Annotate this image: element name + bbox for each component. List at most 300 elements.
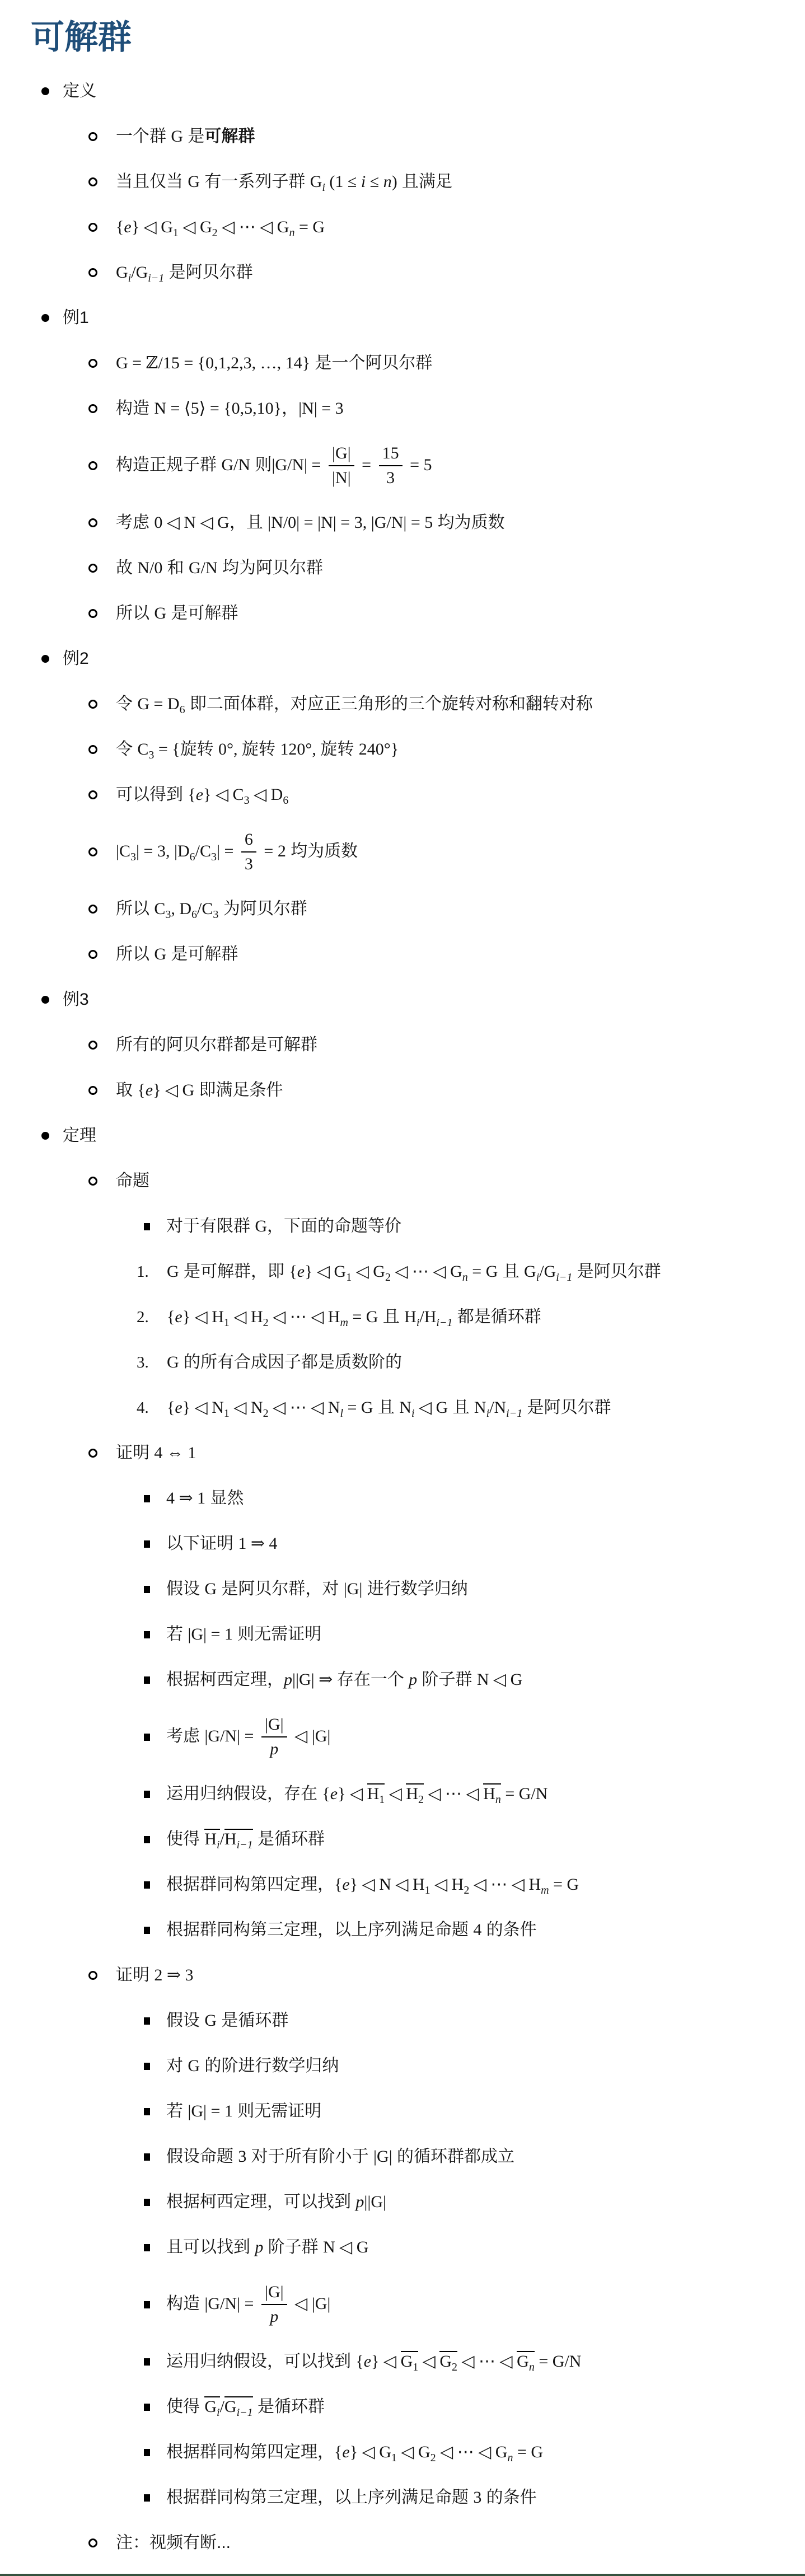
fraction-numerator bbox=[379, 443, 402, 466]
list-item bbox=[0, 1170, 805, 1192]
math-segment: G bbox=[188, 172, 200, 191]
list-item-gutter bbox=[144, 2017, 166, 2025]
math-subscript: 1 bbox=[379, 1793, 385, 1806]
math-italic-segment: p bbox=[270, 2307, 279, 2326]
math-segment: ◁ H bbox=[229, 1308, 263, 1326]
item-text bbox=[166, 2191, 386, 2213]
text-segment: 旋转 bbox=[320, 740, 359, 758]
math-subscript: i bbox=[128, 272, 132, 284]
text-segment: 所有的阿贝尔群都是可解群 bbox=[116, 1036, 317, 1054]
text-segment: 证明 bbox=[116, 1444, 155, 1462]
math-segment: 240°} bbox=[358, 740, 399, 758]
text-segment: 证明 bbox=[116, 1966, 155, 1984]
math-segment: ◁ ⋯ ◁ bbox=[457, 2352, 517, 2371]
bullet-square-icon bbox=[144, 2017, 150, 2025]
list-item-gutter bbox=[144, 2244, 166, 2251]
item-text bbox=[116, 898, 307, 920]
math-segment: = G bbox=[343, 1398, 373, 1417]
list-item bbox=[0, 443, 805, 488]
bullet-dot-icon bbox=[41, 87, 49, 95]
math-subscript: 1 bbox=[346, 1271, 352, 1284]
overline-group bbox=[224, 1829, 253, 1851]
math-segment: G bbox=[400, 2352, 413, 2371]
math-segment: { bbox=[322, 1785, 330, 1803]
list-item-gutter bbox=[137, 1261, 167, 1282]
math-segment: |N/0| = |N| = 3, |G/N| = 5 bbox=[268, 513, 433, 532]
math-subscript: 3 bbox=[130, 850, 137, 863]
text-segment: 显然 bbox=[205, 1489, 244, 1507]
math-segment: ||G| ⇒ bbox=[292, 1670, 337, 1689]
list-item bbox=[0, 1125, 805, 1146]
list-number: 2. bbox=[137, 1308, 149, 1326]
bullet-circle-icon bbox=[88, 132, 97, 141]
text-segment: 都是循环群 bbox=[452, 1308, 541, 1326]
math-subscript: l bbox=[340, 1407, 343, 1420]
text-segment: 的阶进行数学归纳 bbox=[200, 2057, 339, 2075]
list-item bbox=[0, 1533, 805, 1554]
bullet-square-icon bbox=[144, 1223, 150, 1230]
math-segment: 3 bbox=[238, 2147, 247, 2166]
item-text bbox=[116, 1965, 193, 1986]
text-segment: 例2 bbox=[63, 649, 89, 668]
math-segment: { bbox=[137, 1081, 146, 1099]
math-segment: N bbox=[399, 1398, 411, 1417]
item-text bbox=[166, 1533, 277, 1554]
text-segment: 根据柯西定理， bbox=[166, 1670, 284, 1689]
bullet-square-icon bbox=[144, 1631, 150, 1638]
bullet-circle-icon bbox=[88, 564, 97, 573]
list-item bbox=[0, 694, 805, 715]
math-segment: |G| bbox=[343, 1580, 363, 1598]
fraction-denominator bbox=[386, 466, 395, 488]
text-segment: 且可以找到 bbox=[166, 2238, 255, 2256]
list-item-gutter bbox=[88, 700, 116, 709]
math-segment: |G| bbox=[264, 2283, 284, 2301]
item-text bbox=[116, 217, 325, 238]
math-subscript: 2 bbox=[263, 1407, 269, 1420]
bullet-circle-icon bbox=[88, 1971, 97, 1980]
text-segment: 的所有合成因子都是质数阶的 bbox=[179, 1353, 402, 1371]
math-segment: } ◁ N bbox=[182, 1398, 224, 1417]
math-segment: { bbox=[167, 1398, 175, 1417]
math-subscript: 2 bbox=[385, 1271, 391, 1284]
fraction bbox=[241, 830, 256, 874]
bullet-square-icon bbox=[144, 2199, 150, 2206]
math-segment: G = D bbox=[137, 695, 180, 713]
text-segment: 所以 bbox=[116, 900, 155, 918]
item-text bbox=[116, 353, 432, 374]
math-subscript: n bbox=[289, 227, 295, 239]
item-text bbox=[167, 1397, 611, 1418]
math-segment: 0 ◁ N ◁ G bbox=[154, 513, 230, 532]
text-segment: 例3 bbox=[63, 990, 89, 1009]
math-segment: { bbox=[167, 1308, 175, 1326]
list-item-gutter bbox=[88, 790, 116, 799]
text-segment: 均为质数 bbox=[286, 841, 358, 860]
list-item bbox=[0, 262, 805, 283]
math-segment: G bbox=[224, 2397, 237, 2416]
math-subscript: n bbox=[528, 2361, 535, 2373]
text-segment: 有一系列子群 bbox=[200, 172, 310, 191]
math-segment: = G bbox=[348, 1308, 378, 1326]
math-subscript: m bbox=[340, 1317, 348, 1329]
item-text bbox=[166, 2101, 321, 2122]
math-subscript: m bbox=[541, 1884, 549, 1896]
list-item bbox=[0, 2442, 805, 2463]
text-segment: 考虑 bbox=[116, 513, 155, 532]
item-text bbox=[166, 1874, 579, 1895]
text-segment: ， bbox=[282, 399, 299, 418]
list-item bbox=[0, 739, 805, 760]
list-item-gutter bbox=[144, 2404, 166, 2411]
bullet-dot-icon bbox=[41, 1132, 49, 1140]
math-segment: = 2 bbox=[259, 841, 286, 860]
list-item bbox=[0, 2055, 805, 2077]
list-item bbox=[0, 1919, 805, 1941]
text-segment: 是 bbox=[183, 127, 205, 146]
math-segment: ◁ N bbox=[229, 1398, 263, 1417]
text-segment: 是可解群，即 bbox=[179, 1262, 289, 1281]
math-segment: 1 ⇒ 4 bbox=[238, 1534, 278, 1553]
text-segment: 且 bbox=[378, 1308, 405, 1326]
text-segment: 为阿贝尔群 bbox=[218, 900, 307, 918]
text-segment: 构造 bbox=[116, 399, 155, 418]
list-item bbox=[0, 1715, 805, 1759]
math-subscript: i−1 bbox=[436, 1317, 453, 1329]
bullet-circle-icon bbox=[88, 847, 97, 856]
item-text bbox=[166, 1216, 401, 1237]
overline-group bbox=[401, 2351, 419, 2371]
math-segment: , D bbox=[171, 900, 192, 918]
text-segment: 是可解群 bbox=[166, 945, 238, 963]
math-subscript: 2 bbox=[263, 1317, 269, 1329]
math-subscript: 6 bbox=[191, 908, 198, 921]
text-segment: 是阿贝尔群 bbox=[522, 1398, 611, 1417]
math-segment: |G/N| = bbox=[204, 2294, 258, 2313]
list-item bbox=[0, 944, 805, 965]
math-segment: = G bbox=[549, 1875, 579, 1894]
text-segment: 是循环群 bbox=[252, 1830, 325, 1848]
math-segment: G bbox=[116, 263, 128, 282]
math-segment: /C bbox=[195, 841, 211, 860]
fraction bbox=[261, 1715, 287, 1759]
item-text bbox=[116, 512, 505, 533]
list-item-gutter bbox=[88, 518, 116, 527]
item-text bbox=[166, 1715, 330, 1759]
list-item bbox=[0, 2396, 805, 2418]
math-subscript: i bbox=[416, 1317, 420, 1329]
math-segment: ◁ ⋯ ◁ bbox=[423, 1785, 484, 1803]
math-segment: /H bbox=[419, 1308, 437, 1326]
item-text bbox=[166, 2351, 581, 2372]
list-item-gutter bbox=[144, 2301, 166, 2308]
list-item bbox=[0, 2487, 805, 2508]
text-segment: 是循环群 bbox=[252, 2397, 325, 2416]
item-text bbox=[167, 1306, 541, 1328]
bullet-square-icon bbox=[144, 1881, 150, 1889]
bullet-square-icon bbox=[144, 2063, 150, 2070]
list-item-gutter bbox=[144, 2063, 166, 2070]
math-segment: |G| = 1 bbox=[188, 2102, 233, 2120]
math-segment: } ◁ G bbox=[131, 218, 173, 236]
list-item-gutter bbox=[144, 1791, 166, 1798]
list-item bbox=[0, 1669, 805, 1690]
bullet-square-icon bbox=[144, 1734, 150, 1741]
bullet-square-icon bbox=[144, 1791, 150, 1798]
item-text bbox=[116, 126, 255, 147]
math-segment: ◁ G bbox=[414, 1398, 448, 1417]
list-item bbox=[0, 2101, 805, 2122]
math-segment: G bbox=[524, 1262, 536, 1281]
math-italic-segment: e bbox=[175, 1398, 182, 1417]
math-segment: ◁ bbox=[385, 1785, 406, 1803]
bullet-circle-icon bbox=[88, 177, 97, 186]
math-segment: H bbox=[204, 1830, 217, 1848]
text-segment: 则无需证明 bbox=[232, 2102, 322, 2120]
text-segment: 根据群同构第三定理，以上序列满足命题 bbox=[166, 2488, 474, 2507]
math-italic-segment: e bbox=[363, 2352, 372, 2371]
math-segment: ◁ ⋯ ◁ H bbox=[268, 1308, 340, 1326]
math-segment: 4 bbox=[473, 1921, 482, 1939]
math-italic-segment: e bbox=[342, 1875, 350, 1894]
text-segment: 可以得到 bbox=[116, 785, 188, 804]
item-text bbox=[166, 1624, 321, 1645]
list-item bbox=[0, 648, 805, 669]
math-segment: = bbox=[357, 455, 376, 474]
text-segment: 和 bbox=[162, 559, 189, 577]
math-segment: } ◁ C bbox=[203, 785, 244, 804]
math-subscript: i bbox=[411, 1407, 415, 1420]
math-segment: |C bbox=[116, 841, 131, 860]
fraction bbox=[379, 443, 402, 488]
math-segment: 15 bbox=[382, 444, 399, 462]
math-subscript: 6 bbox=[179, 704, 185, 716]
item-text bbox=[166, 2010, 288, 2031]
list-item bbox=[0, 784, 805, 805]
text-segment: 且 bbox=[448, 1398, 474, 1417]
math-italic-segment: e bbox=[342, 2443, 350, 2461]
list-item-gutter bbox=[88, 609, 116, 618]
item-text bbox=[116, 830, 358, 874]
list-item-gutter bbox=[144, 1676, 166, 1684]
math-italic-segment: e bbox=[124, 218, 132, 236]
math-italic-segment: p bbox=[284, 1670, 292, 1689]
list-item bbox=[0, 2237, 805, 2258]
text-segment: 是阿贝尔群，对 bbox=[217, 1580, 344, 1598]
math-segment: = 5 bbox=[405, 455, 432, 474]
math-segment: ◁ ⋯ ◁ H bbox=[469, 1875, 541, 1894]
fraction-denominator bbox=[270, 2305, 278, 2327]
math-segment: 3 bbox=[386, 469, 395, 487]
math-segment: 0°, bbox=[218, 740, 242, 758]
outline-list bbox=[0, 81, 805, 2554]
overline-group bbox=[406, 1783, 424, 1806]
list-item bbox=[0, 512, 805, 533]
math-segment: ◁ G bbox=[396, 2443, 430, 2461]
item-text bbox=[116, 1170, 149, 1192]
math-segment: } ◁ bbox=[371, 2352, 401, 2371]
list-item-gutter bbox=[137, 1397, 167, 1418]
math-subscript: i−1 bbox=[556, 1271, 573, 1284]
math-segment: G bbox=[154, 604, 167, 622]
text-segment: 则 bbox=[250, 455, 272, 474]
list-item-gutter bbox=[144, 2108, 166, 2115]
bottom-border bbox=[0, 2574, 805, 2576]
math-subscript: 1 bbox=[172, 227, 179, 239]
text-segment: 定理 bbox=[63, 1126, 96, 1145]
item-text bbox=[116, 603, 238, 624]
list-item bbox=[0, 217, 805, 238]
bullet-circle-icon bbox=[88, 223, 97, 232]
item-text bbox=[166, 1829, 325, 1850]
text-segment: 根据群同构第三定理，以上序列满足命题 bbox=[166, 1921, 474, 1939]
math-subscript: 1 bbox=[424, 1884, 430, 1896]
math-segment: } ◁ G bbox=[349, 2443, 391, 2461]
item-text bbox=[166, 1669, 522, 1690]
list-item-gutter bbox=[88, 950, 116, 959]
list-item-gutter bbox=[144, 1631, 166, 1638]
text-segment: 均为阿贝尔群 bbox=[217, 559, 324, 577]
list-item-gutter bbox=[144, 1223, 166, 1230]
list-item bbox=[0, 1216, 805, 1237]
list-item-gutter bbox=[144, 2358, 166, 2366]
list-item bbox=[0, 398, 805, 419]
text-segment: 对于所有阶小于 bbox=[246, 2147, 374, 2166]
math-segment: G bbox=[255, 1217, 268, 1235]
math-segment: { bbox=[334, 2443, 343, 2461]
list-item-gutter bbox=[88, 745, 116, 754]
math-subscript: 6 bbox=[189, 850, 195, 863]
math-segment: G = ℤ/15 = {0,1,2,3, …, 14} bbox=[116, 354, 311, 372]
math-subscript: i bbox=[486, 1407, 490, 1420]
math-subscript: 1 bbox=[223, 1317, 230, 1329]
list-item-gutter bbox=[41, 87, 63, 95]
math-italic-segment: i bbox=[361, 172, 366, 191]
math-segment: G bbox=[188, 2057, 200, 2075]
bullet-square-icon bbox=[144, 2244, 150, 2251]
list-number: 3. bbox=[137, 1353, 149, 1371]
bullet-dot-icon bbox=[41, 655, 49, 663]
math-segment: ◁ |G| bbox=[290, 1726, 331, 1745]
bullet-square-icon bbox=[144, 2404, 150, 2411]
list-item-gutter bbox=[144, 1540, 166, 1548]
math-segment: |G/N| = bbox=[204, 1726, 258, 1745]
math-segment: H bbox=[404, 1308, 416, 1326]
math-segment: ◁ G bbox=[178, 218, 212, 236]
text-segment: 根据群同构第四定理， bbox=[166, 2443, 334, 2461]
math-segment: N ◁ G bbox=[323, 2238, 369, 2256]
math-segment: |G| bbox=[373, 2147, 392, 2166]
fraction-numerator bbox=[241, 830, 256, 853]
math-segment: H bbox=[483, 1785, 495, 1803]
bullet-circle-icon bbox=[88, 1041, 97, 1050]
bullet-circle-icon bbox=[88, 359, 97, 368]
math-segment: /G bbox=[131, 263, 148, 282]
math-segment: ≤ bbox=[366, 172, 383, 191]
bullet-square-icon bbox=[144, 2494, 150, 2502]
math-subscript: 2 bbox=[464, 1884, 470, 1896]
list-item bbox=[0, 1579, 805, 1600]
item-text bbox=[166, 2282, 330, 2327]
math-segment: 3 bbox=[473, 2488, 482, 2507]
list-item bbox=[0, 1080, 805, 1101]
text-segment: 是一个阿贝尔群 bbox=[310, 354, 433, 372]
text-segment: 均为质数 bbox=[433, 513, 505, 532]
text-segment: 以下证明 bbox=[166, 1534, 238, 1553]
math-italic-segment: n bbox=[383, 172, 392, 191]
text-segment: 运用归纳假设，存在 bbox=[166, 1785, 322, 1803]
fraction-denominator bbox=[270, 1737, 278, 1759]
list-item bbox=[0, 1306, 805, 1328]
math-segment: G bbox=[439, 2352, 452, 2371]
bullet-circle-icon bbox=[88, 2538, 97, 2547]
math-segment: 120°, bbox=[280, 740, 321, 758]
text-segment: 的循环群都成立 bbox=[392, 2147, 515, 2166]
bold-text-segment: 可解群 bbox=[204, 127, 255, 146]
list-item-gutter bbox=[41, 996, 63, 1004]
text-segment: 是阿贝尔群 bbox=[164, 263, 253, 282]
text-segment: 且 bbox=[498, 1262, 525, 1281]
math-segment: } ◁ N ◁ H bbox=[349, 1875, 425, 1894]
math-subscript: 2 bbox=[451, 2361, 457, 2373]
list-item-gutter bbox=[144, 1586, 166, 1593]
math-italic-segment: p bbox=[270, 1740, 279, 1758]
math-segment: } ◁ bbox=[338, 1785, 367, 1803]
text-segment: 对 bbox=[166, 2057, 188, 2075]
list-item-gutter bbox=[144, 2153, 166, 2161]
fraction-numerator bbox=[329, 443, 354, 466]
list-item bbox=[0, 830, 805, 874]
bullet-circle-icon bbox=[88, 1177, 97, 1186]
list-item-gutter bbox=[88, 1449, 116, 1458]
list-item bbox=[0, 126, 805, 147]
math-subscript: 3 bbox=[165, 908, 171, 921]
math-segment: N ◁ G bbox=[476, 1670, 523, 1689]
list-item-gutter bbox=[144, 2494, 166, 2502]
list-item-gutter bbox=[144, 1495, 166, 1502]
math-subscript: 1 bbox=[413, 2361, 419, 2373]
list-item bbox=[0, 2010, 805, 2031]
list-item bbox=[0, 558, 805, 579]
item-text bbox=[116, 1080, 283, 1101]
list-item-gutter bbox=[88, 177, 116, 186]
text-segment: 根据群同构第四定理， bbox=[166, 1875, 334, 1894]
text-segment: 一个群 bbox=[116, 127, 171, 146]
list-item bbox=[0, 1352, 805, 1373]
text-segment: 命题 bbox=[116, 1172, 149, 1190]
list-item bbox=[0, 2282, 805, 2327]
bullet-circle-icon bbox=[88, 268, 97, 277]
text-segment: 定义 bbox=[63, 82, 96, 100]
math-segment: H bbox=[224, 1830, 237, 1848]
math-segment: = G bbox=[294, 218, 325, 236]
list-item-gutter bbox=[88, 359, 116, 368]
math-segment: G bbox=[310, 172, 322, 191]
math-segment: } ◁ H bbox=[182, 1308, 224, 1326]
list-item bbox=[0, 1261, 805, 1282]
bullet-dot-icon bbox=[41, 996, 49, 1004]
text-segment: 假设 bbox=[166, 2011, 205, 2030]
item-text bbox=[63, 1125, 96, 1146]
math-italic-segment: p bbox=[255, 2238, 264, 2256]
fraction-denominator bbox=[245, 853, 253, 874]
math-segment: N = ⟨5⟩ = {0,5,10} bbox=[154, 399, 282, 418]
bullet-circle-icon bbox=[88, 1449, 97, 1458]
item-text bbox=[166, 1488, 244, 1509]
list-item-gutter bbox=[88, 1177, 116, 1186]
text-segment: ，下面的命题等价 bbox=[267, 1217, 402, 1235]
math-italic-segment: e bbox=[175, 1308, 182, 1326]
